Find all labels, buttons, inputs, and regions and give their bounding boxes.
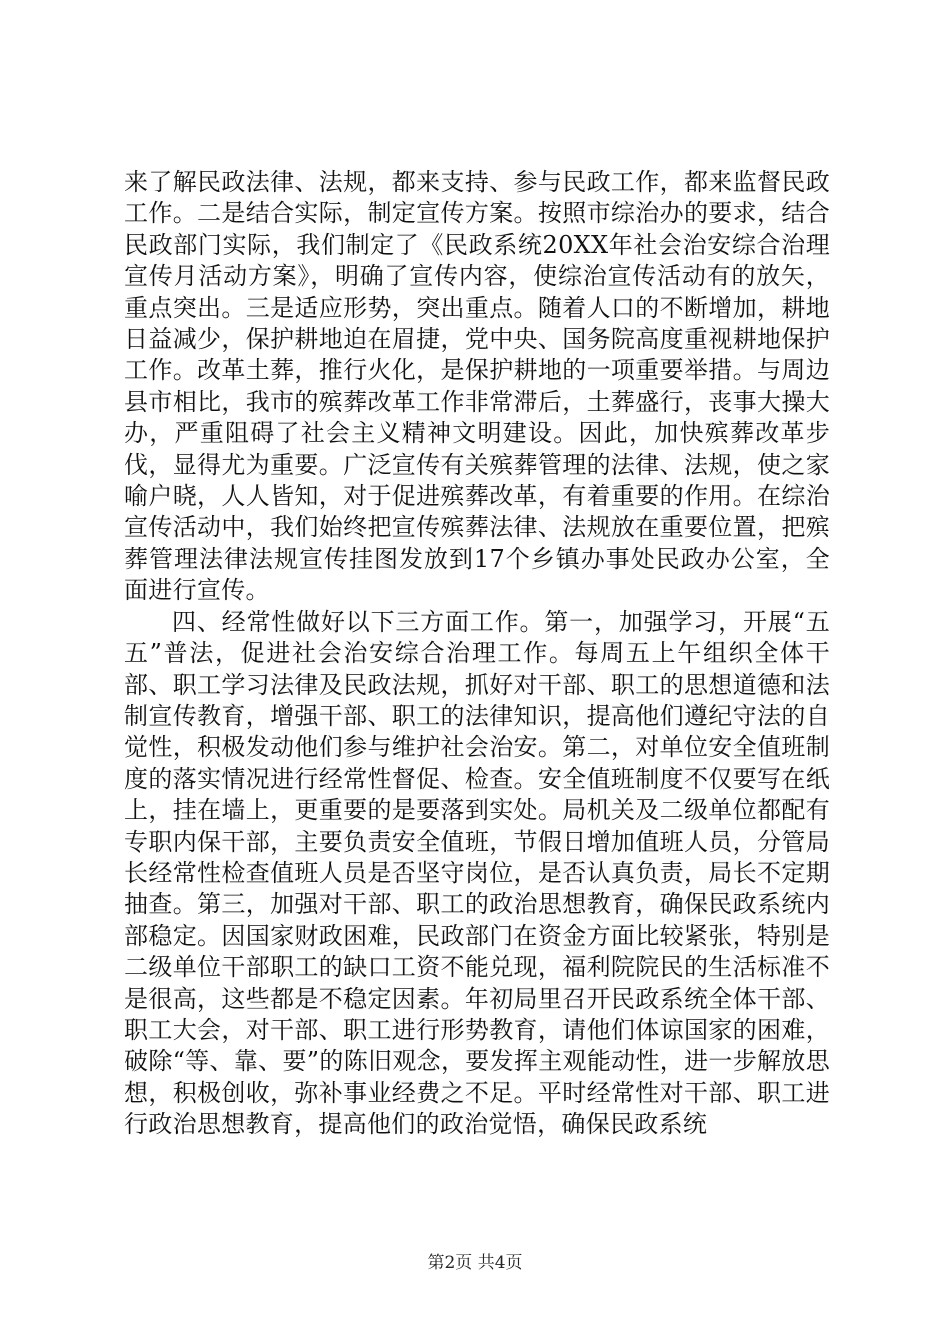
document-body — [124, 167, 830, 1141]
paragraph-continued: 来了解民政法律、法规，都来支持、参与民政工作，都来监督民政工作。二是结合实际，制定宣传方案。按照市综治办的要求，结合民政部门实际，我们制定了《民政系统20XX年社会治安综合治理宣传月活动方案》，明确了宣传内容，使综治宣传活动有的放矢，重点突出。三是适应形势，突出重点。随着人口的不断增加，耕地日益减少，保护耕地迫在眉捷，党中央、国务院高度重视耕地保护工作。改革土葬，推行火化，是保护耕地的一项重要举措。与周边县市相比，我市的殡葬改革工作非常滞后，土葬盛行，丧事大操大办，严重阻碍了社会主义精神文明建设。因此，加快殡葬改革步伐，显得尤为重要。广泛宣传有关殡葬管理的法律、法规，使之家喻户晓，人人皆知，对于促进殡葬改革，有着重要的作用。在综治宣传活动中，我们始终把宣传殡葬法律、法规放在重要位置，把殡葬管理法律法规宣传挂图发放到17个乡镇办事处民政办公室，全面进行宣传。 — [124, 168, 830, 605]
paragraph-section-four: 四、经常性做好以下三方面工作。第一，加强学习，开展“五五”普法，促进社会治安综合治理工作。每周五上午组织全体干部、职工学习法律及民政法规，抓好对干部、职工的思想道德和法制宣传教育，增强干部、职工的法律知识，提高他们遵纪守法的自觉性，积极发动他们参与维护社会治安。第二，对单位安全值班制度的落实情况进行经常性督促、检查。安全值班制度不仅要写在纸上，挂在墙上，更重要的是要落到实处。局机关及二级单位都配有专职内保干部，主要负责安全值班，节假日增加值班人员，分管局长经常性检查值班人员是否坚守岗位，是否认真负责，局长不定期抽查。第三，加强对干部、职工的政治思想教育，确保民政系统内部稳定。因国家财政困难，民政部门在资金方面比较紧张，特别是二级单位干部职工的缺口工资不能兑现，福利院院民的生活标准不是很高，这些都是不稳定因素。年初局里召开民政系统全体干部、职工大会，对干部、职工进行形势教育，请他们体谅国家的困难，破除“等、靠、要”的陈旧观念，要发挥主观能动性，进一步解放思想，积极创收，弥补事业经费之不足。平时经常性对干部、职工进行政治思想教育，提高他们的政治觉悟，确保民政系统 — [124, 607, 830, 1139]
page-number-footer: 第2页 共4页 — [427, 1253, 523, 1273]
